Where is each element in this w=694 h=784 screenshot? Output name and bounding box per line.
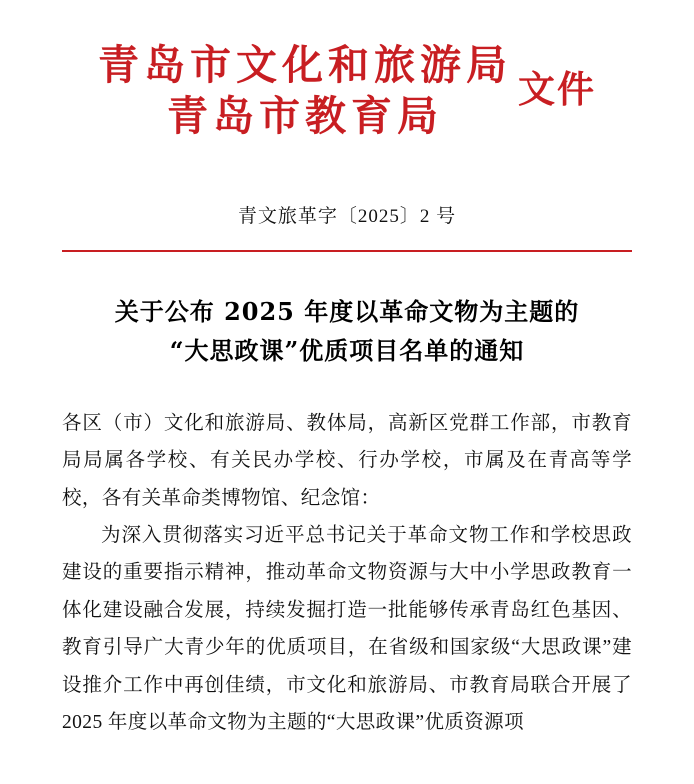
document-title [62,292,632,371]
document-body [62,405,632,742]
masthead-line-1: 青岛市文化和旅游局 [98,41,512,89]
document-number: 青文旅革字〔2025〕2 号 [237,205,457,227]
masthead-agency-lines [98,40,512,143]
body-paragraph-1: 为深入贯彻落实习近平总书记关于革命文物工作和学校思政建设的重要指示精神，推动革命文物资源与大中小学思政教育一体化建设融合发展，持续发掘打造一批能够传承青岛红色基因、教育引导广大青少年的优质项目，在省级和国家级“大思政课”建设推介工作中再创佳绩，市文化和旅游局、市教育局联合开展了 2025 年度以革命文物为主题的“大思政课”优质资源项 [62,525,632,734]
document-title-line-1: 关于公布 2025 年度以革命文物为主题的 [114,296,580,326]
body-recipients: 各区（市）文化和旅游局、教体局，高新区党群工作部，市教育局局属各学校、有关民办学校、行办学校，市属及在青高等学校，各有关革命类博物馆、纪念馆： [62,412,632,509]
masthead [62,0,632,143]
masthead-suffix: 文件 [518,67,596,111]
red-divider-rule [62,250,632,252]
masthead-line-2: 青岛市教育局 [167,92,443,141]
document-title-line-2: “大思政课”优质项目名单的通知 [169,336,525,366]
